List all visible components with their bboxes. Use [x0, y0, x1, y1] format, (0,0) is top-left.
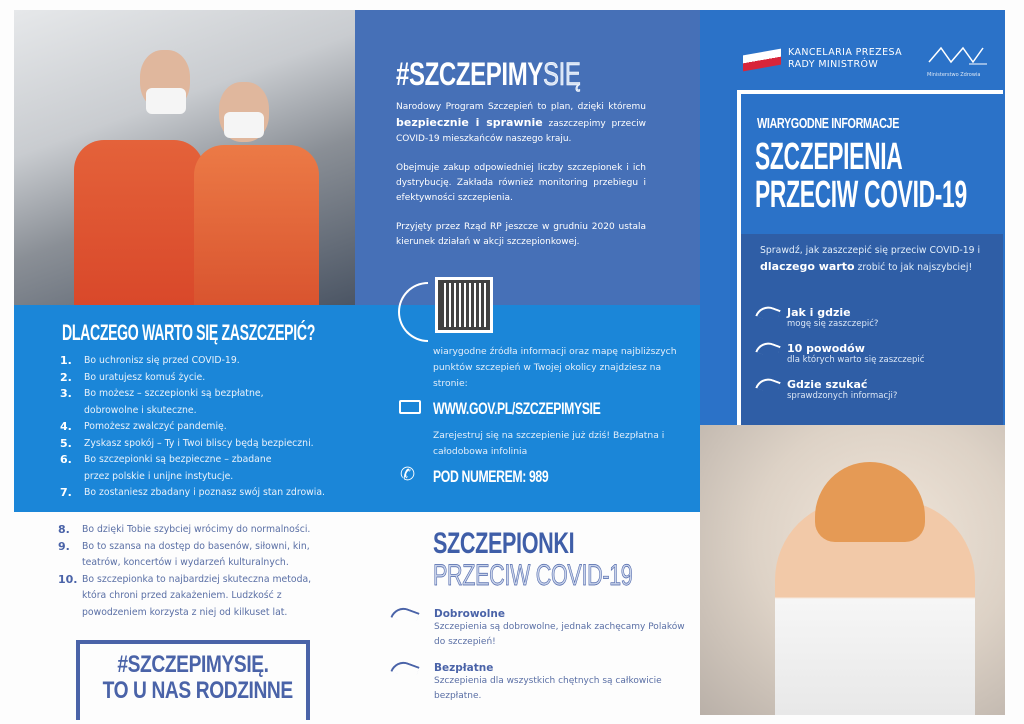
laptop-icon	[399, 400, 421, 414]
reason-number: 7.	[60, 486, 72, 499]
vaccine-feature	[392, 608, 692, 660]
reason-number: 3.	[60, 387, 72, 400]
curved-arrow-icon	[390, 604, 419, 626]
vaccine-feature	[392, 662, 692, 714]
reason-text: Bo uratujesz komuś życie.	[84, 371, 206, 383]
reason-text: Bo to szansa na dostęp do basenów, siłowni, kin, teatrów, koncertów i wydarzeń kulturalnych.	[82, 540, 310, 568]
website-link[interactable]: WWW.GOV.PL/SZCZEPIMYSIE	[433, 399, 601, 418]
reason-number: 2.	[60, 370, 72, 384]
cover-features	[757, 306, 997, 414]
reason-number: 10.	[58, 572, 78, 586]
reason-text: Pomożesz zwalczyć pandemię.	[84, 421, 227, 432]
feature-title: 10 powodów	[787, 342, 865, 355]
cover-intro	[760, 243, 985, 276]
slogan	[102, 651, 293, 704]
vaccines-title-outline: PRZECIW COVID-19	[433, 559, 633, 592]
ministry-logo-text: Ministerstwo Zdrowia	[927, 72, 981, 78]
curved-arrow-icon	[755, 339, 780, 360]
feature-title: Gdzie szukać	[787, 378, 868, 391]
reason-text: Bo szczepionka to najbardziej skuteczna metoda, która chroni przed zakażeniem. Ludzkość z powodzeniem korzysta z niej od kilkuset lat.	[82, 573, 312, 618]
slogan-line: #SZCZEPIMYSIĘ.	[117, 651, 269, 678]
reason-item	[60, 419, 350, 436]
vaccine-feature-title: Bezpłatne	[434, 662, 494, 674]
text: zaszczepimy przeciw COVID-19 mieszkańców naszego kraju.	[396, 119, 646, 144]
reason-item	[60, 436, 350, 453]
ministry-of-health-logo	[925, 42, 989, 70]
reason-item	[60, 386, 350, 419]
cover-title	[755, 138, 967, 214]
qr-code[interactable]	[435, 277, 493, 333]
reason-text: Zyskasz spokój – Ty i Twoi bliscy będą bezpieczni.	[84, 437, 314, 449]
feature-subtitle: sprawdzonych informacji?	[787, 391, 898, 401]
reason-number: 1.	[60, 354, 72, 367]
reasons-list-bottom	[58, 522, 358, 621]
program-para-3: Przyjęty przez Rząd RP jeszcze w grudniu 2020 ustala kierunek działań w akcji szczepionkowej.	[396, 222, 646, 247]
reason-item	[60, 485, 350, 502]
reason-text: Bo uchronisz się przed COVID-19.	[84, 355, 240, 366]
qr-description: wiarygodne źródła informacji oraz mapę najbliższych punktów szczepień w Twojej okolicy znajdziesz na stronie:	[433, 346, 677, 389]
feature-item	[757, 342, 997, 378]
qr-code-pattern	[441, 283, 487, 327]
program-text	[396, 100, 646, 250]
reasons-title: DLACZEGO WARTO SIĘ ZASZCZEPIĆ?	[62, 320, 315, 345]
curved-arrow-icon	[755, 375, 780, 396]
vaccine-feature-text: Szczepienia dla wszystkich chętnych są całkowicie bezpłatne.	[434, 676, 662, 701]
paramedic-right	[194, 145, 319, 305]
kprm-logo-text	[788, 47, 902, 71]
program-para-1	[396, 100, 646, 147]
org-line: KANCELARIA PREZESA	[788, 47, 902, 58]
reason-number: 8.	[58, 523, 70, 536]
vaccine-feature-text: Szczepienia są dobrowolne, jednak zachęcamy Polaków do szczepień!	[434, 622, 685, 647]
phone-icon: ✆	[400, 464, 416, 485]
hashtag-main: #SZCZEPIMY	[396, 56, 543, 92]
paramedics-photo	[14, 10, 355, 305]
reason-text: Bo dzięki Tobie szybciej wrócimy do normalności.	[82, 524, 311, 535]
reason-text: Bo szczepionki są bezpieczne – zbadane przez polskie i unijne instytucje.	[84, 454, 272, 482]
hotline-number[interactable]: POD NUMEREM: 989	[433, 467, 549, 486]
program-para-2: Obejmuje zakup odpowiedniej liczby szczepionek i ich dystrybucję. Zakłada również monitoring przebiegu i efektywności szczepienia.	[396, 163, 646, 203]
text: Sprawdź, jak zaszczepić się przeciw COVID-19 i	[760, 245, 981, 256]
cover-title-line: PRZECIW COVID-19	[755, 174, 967, 216]
reason-text: Bo możesz – szczepionki są bezpłatne, dobrowolne i skuteczne.	[84, 388, 264, 416]
paramedic-left	[74, 140, 204, 305]
org-line: RADY MINISTRÓW	[788, 59, 879, 70]
slogan-line: TO U NAS RODZINNE	[102, 677, 293, 704]
hashtag-outline: SIĘ	[542, 56, 581, 92]
slogan-box	[76, 640, 310, 720]
face-mask	[224, 112, 264, 138]
vaccines-title-line: SZCZEPIONKI	[433, 527, 575, 560]
reason-item	[58, 522, 358, 539]
reason-number: 4.	[60, 420, 72, 433]
reason-number: 5.	[60, 436, 72, 450]
vaccine-features	[392, 608, 692, 714]
reason-item	[60, 353, 350, 370]
cover-kicker: WIARYGODNE INFORMACJE	[757, 115, 900, 132]
reason-item	[60, 370, 350, 387]
reason-text: Bo zostaniesz zbadany i poznasz swój stan zdrowia.	[84, 487, 325, 498]
vaccine-feature-title: Dobrowolne	[434, 608, 505, 620]
feature-subtitle: mogę się zaszczepić?	[787, 319, 879, 329]
face-mask	[146, 88, 186, 114]
curved-arrow-icon	[755, 303, 780, 324]
text-bold: bezpiecznie i sprawnie	[396, 116, 543, 129]
reason-number: 6.	[60, 453, 72, 466]
feature-title: Jak i gdzie	[787, 306, 851, 319]
text: zrobić to jak najszybciej!	[854, 262, 973, 273]
vaccines-title	[433, 528, 632, 592]
register-text: Zarejestruj się na szczepienie już dziś! Bezpłatna i całodobowa infolinia	[433, 430, 665, 457]
reason-item	[58, 539, 358, 572]
feature-item	[757, 378, 997, 414]
reasons-list-top	[60, 353, 350, 502]
hashtag-title	[396, 56, 581, 93]
reason-item	[58, 572, 358, 622]
feature-subtitle: dla których warto się zaszczepić	[787, 355, 925, 365]
feature-item	[757, 306, 997, 342]
cover-title-line: SZCZEPIENIA	[755, 136, 903, 178]
text: Narodowy Program Szczepień to plan, dzięki któremu	[396, 102, 646, 112]
curved-arrow-icon	[390, 658, 419, 680]
reason-number: 9.	[58, 539, 70, 553]
text-bold: dlaczego warto	[760, 260, 855, 273]
reason-item	[60, 452, 350, 485]
